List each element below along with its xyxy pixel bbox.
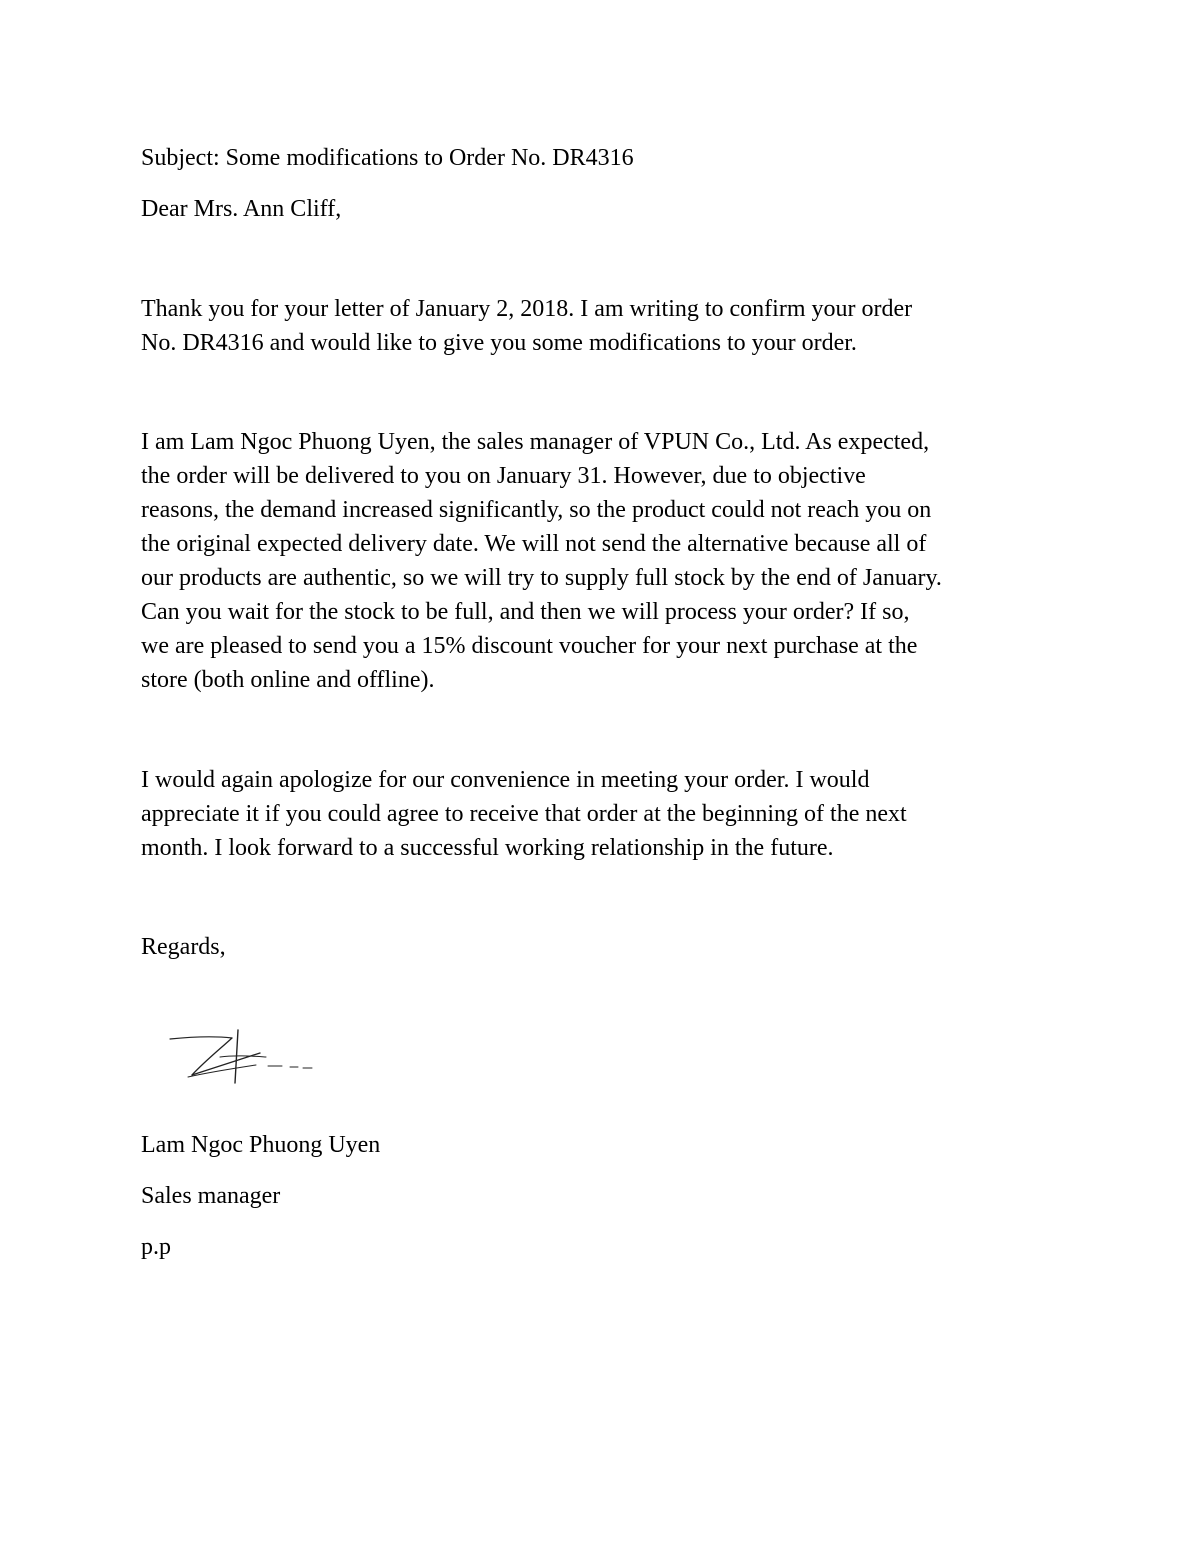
paragraph-line: Thank you for your letter of January 2, 2018. I am writing to confirm your order [141,296,913,322]
signer-title: Sales manager [141,1183,281,1209]
paragraph-line: No. DR4316 and would like to give you some modifications to your order. [141,330,857,356]
paragraph-line: month. I look forward to a successful working relationship in the future. [141,835,834,861]
paragraph-line: we are pleased to send you a 15% discount voucher for your next purchase at the [141,633,918,659]
paragraph-line: the original expected delivery date. We will not send the alternative because all of [141,531,927,557]
paragraph-line: appreciate it if you could agree to receive that order at the beginning of the next [141,801,907,827]
paragraph-thanks [141,292,1081,360]
paragraph-line: reasons, the demand increased significantly, so the product could not reach you on [141,497,932,523]
signature-icon [160,1025,330,1090]
paragraph-line: I am Lam Ngoc Phuong Uyen, the sales manager of VPUN Co., Ltd. As expected, [141,429,930,455]
paragraph-line: our products are authentic, so we will try to supply full stock by the end of January. [141,565,942,591]
signer-name: Lam Ngoc Phuong Uyen [141,1132,381,1158]
paragraph-delivery [141,425,1081,697]
paragraph-line: Can you wait for the stock to be full, and then we will process your order? If so, [141,599,910,625]
letter-subject: Subject: Some modifications to Order No. DR4316 [141,145,634,171]
paragraph-line: the order will be delivered to you on January 31. However, due to objective [141,463,866,489]
paragraph-line: store (both online and offline). [141,667,435,693]
paragraph-line: I would again apologize for our convenience in meeting your order. I would [141,767,870,793]
paragraph-apology [141,763,1081,865]
signer-pp: p.p [141,1234,171,1260]
letter-closing: Regards, [141,934,226,960]
letter-salutation: Dear Mrs. Ann Cliff, [141,196,342,222]
